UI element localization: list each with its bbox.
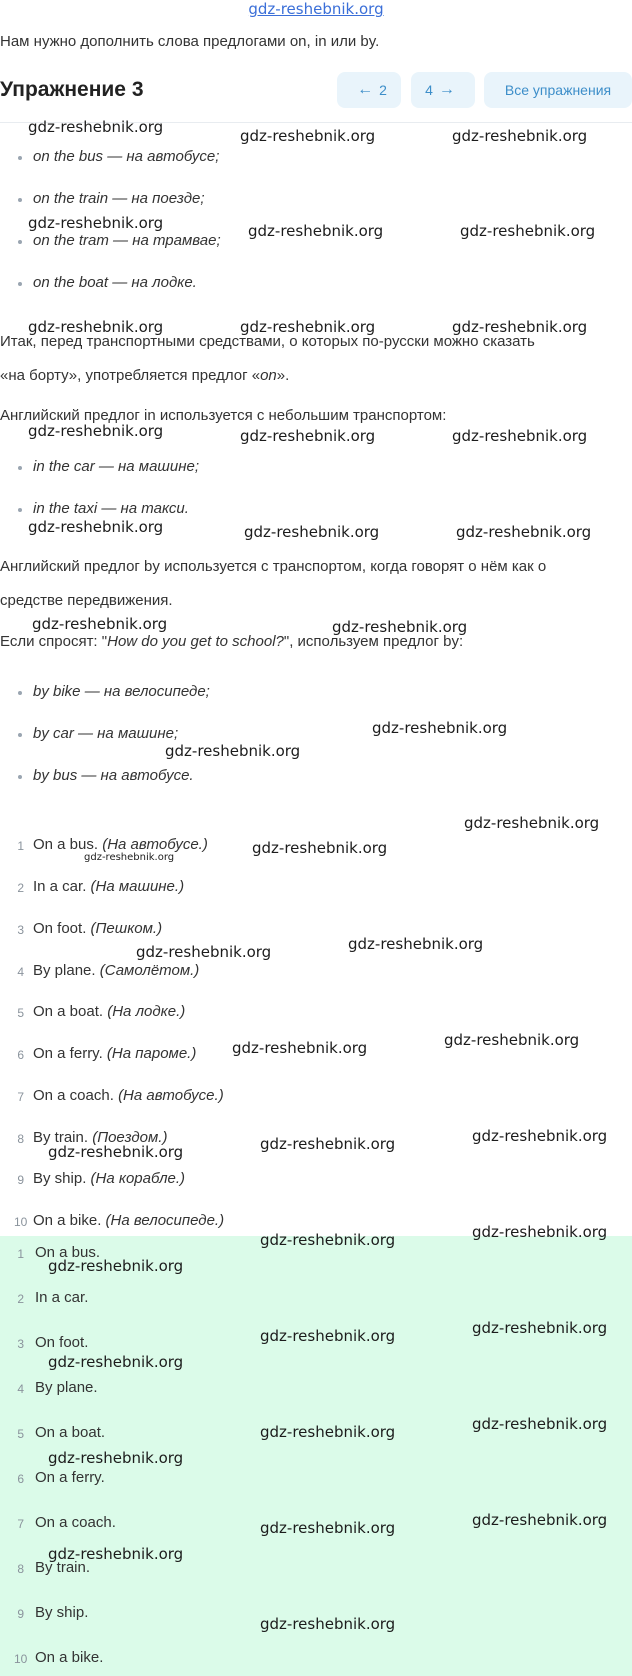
row-number: 9 (17, 1173, 24, 1187)
watermark: gdz-reshebnik.org (472, 1319, 608, 1337)
task-intro: Нам нужно дополнить слова предлогами on, in или by. (0, 33, 380, 50)
watermark: gdz-reshebnik.org (48, 1449, 184, 1467)
watermark: gdz-reshebnik.org (252, 839, 388, 857)
answer-ru: (На пароме.) (106, 1045, 197, 1062)
row-number: 4 (17, 965, 24, 979)
row-number: 7 (17, 1517, 24, 1531)
watermark: gdz-reshebnik.org (48, 1143, 184, 1161)
row-number: 6 (17, 1472, 24, 1486)
watermark: gdz-reshebnik.org (444, 1031, 580, 1049)
watermark: gdz-reshebnik.org (452, 318, 588, 336)
answer-en: In a car. (33, 878, 87, 895)
emphasis: How do you get to school? (107, 633, 284, 650)
row-number: 2 (17, 1292, 24, 1306)
watermark: gdz-reshebnik.org (32, 615, 168, 633)
answer-en: On a bus. (33, 836, 99, 853)
list-item: in the taxi — на такси. (33, 500, 189, 517)
watermark: gdz-reshebnik.org (260, 1615, 396, 1633)
row-number: 8 (17, 1132, 24, 1146)
list-item: on the train — на поезде; (33, 190, 205, 207)
answer-ru: (Самолётом.) (99, 962, 200, 979)
list-item: on the boat — на лодке. (33, 274, 197, 291)
next-exercise-button[interactable] (411, 72, 475, 108)
arrow-right-icon: → (438, 81, 455, 98)
row-number: 1 (17, 1247, 24, 1261)
row-text (33, 1003, 185, 1020)
answer-en: On a bike. (33, 1212, 102, 1229)
watermark: gdz-reshebnik.org (248, 222, 384, 240)
paragraph (0, 367, 289, 384)
watermark: gdz-reshebnik.org (28, 214, 164, 232)
row-text: By train. (35, 1559, 91, 1576)
watermark: gdz-reshebnik.org (48, 1353, 184, 1371)
row-text (33, 1087, 224, 1104)
row-text: On foot. (35, 1334, 89, 1351)
answer-en: On a ferry. (33, 1045, 103, 1062)
watermark: gdz-reshebnik.org (348, 935, 484, 953)
row-text: On a bus. (35, 1244, 101, 1261)
watermark: gdz-reshebnik.org (452, 427, 588, 445)
text-span: Если спросят: " (0, 633, 108, 650)
answer-ru: (Поездом.) (92, 1129, 168, 1146)
next-exercise-label: 4 (425, 82, 433, 98)
watermark: gdz-reshebnik.org (240, 427, 376, 445)
exercise-title: Упражнение 3 (0, 78, 144, 101)
row-text: In a car. (35, 1289, 89, 1306)
paragraph: Английский предлог by используется с транспортом, когда говорят о нём как о (0, 558, 547, 575)
watermark: gdz-reshebnik.org (260, 1231, 396, 1249)
answer-ru: (На велосипеде.) (105, 1212, 225, 1229)
answer-ru: (На корабле.) (90, 1170, 186, 1187)
row-text (33, 920, 162, 937)
row-text (33, 836, 208, 853)
emphasis: on (260, 367, 277, 384)
row-text: On a coach. (35, 1514, 116, 1531)
answer-ru: (На автобусе.) (102, 836, 208, 853)
row-text (33, 1170, 185, 1187)
exercise-header (0, 70, 632, 122)
paragraph: Итак, перед транспортными средствами, о которых по-русски можно сказать (0, 333, 535, 350)
watermark: gdz-reshebnik.org (260, 1327, 396, 1345)
watermark: gdz-reshebnik.org (260, 1423, 396, 1441)
answer-ru: (На лодке.) (107, 1003, 186, 1020)
row-number: 4 (17, 1382, 24, 1396)
answer-en: By ship. (33, 1170, 87, 1187)
answer-ru: (Пешком.) (90, 920, 163, 937)
row-text: By plane. (35, 1379, 98, 1396)
text-span: «на борту», употребляется предлог « (0, 367, 261, 384)
watermark: gdz-reshebnik.org (240, 318, 376, 336)
answer-en: On a coach. (33, 1087, 114, 1104)
watermark: gdz-reshebnik.org (472, 1223, 608, 1241)
paragraph: Английский предлог in используется с небольшим транспортом: (0, 407, 447, 424)
paragraph: средстве передвижения. (0, 592, 173, 609)
watermark: gdz-reshebnik.org (260, 1519, 396, 1537)
row-number: 5 (17, 1006, 24, 1020)
list-item: on the tram — на трамвае; (33, 232, 221, 249)
watermark: gdz-reshebnik.org (232, 1039, 368, 1057)
all-exercises-button[interactable] (484, 72, 632, 108)
watermark: gdz-reshebnik.org (28, 318, 164, 336)
watermark: gdz-reshebnik.org (84, 852, 175, 863)
row-number: 3 (17, 1337, 24, 1351)
watermark: gdz-reshebnik.org (244, 523, 380, 541)
watermark: gdz-reshebnik.org (260, 1135, 396, 1153)
row-number: 10 (14, 1652, 28, 1666)
answer-en: On foot. (33, 920, 87, 937)
row-text (33, 1212, 224, 1229)
list-item: in the car — на машине; (33, 458, 199, 475)
row-text (33, 878, 184, 895)
list-item: on the bus — на автобусе; (33, 148, 220, 165)
watermark: gdz-reshebnik.org (452, 127, 588, 145)
watermark: gdz-reshebnik.org (165, 742, 301, 760)
arrow-left-icon: ← (357, 81, 374, 98)
answer-en: By plane. (33, 962, 96, 979)
row-number: 10 (14, 1215, 28, 1229)
watermark: gdz-reshebnik.org (332, 618, 468, 636)
watermark: gdz-reshebnik.org (28, 518, 164, 536)
prev-exercise-button[interactable] (337, 72, 401, 108)
row-text: By ship. (35, 1604, 89, 1621)
watermark: gdz-reshebnik.org (464, 814, 600, 832)
row-text: On a bike. (35, 1649, 104, 1666)
watermark: gdz-reshebnik.org (472, 1415, 608, 1433)
row-text: On a ferry. (35, 1469, 105, 1486)
row-number: 2 (17, 881, 24, 895)
row-text (33, 1045, 196, 1062)
row-number: 8 (17, 1562, 24, 1576)
answer-ru: (На автобусе.) (118, 1087, 224, 1104)
prev-exercise-label: 2 (379, 82, 387, 98)
row-text (33, 962, 199, 979)
all-exercises-label: Все упражнения (504, 82, 612, 98)
watermark: gdz-reshebnik.org (240, 127, 376, 145)
row-number: 7 (17, 1090, 24, 1104)
watermark: gdz-reshebnik.org (456, 523, 592, 541)
watermark: gdz-reshebnik.org (48, 1545, 184, 1563)
row-number: 3 (17, 923, 24, 937)
row-number: 9 (17, 1607, 24, 1621)
text-span: ». (276, 367, 290, 384)
list-item: by bike — на велосипеде; (33, 683, 210, 700)
watermark: gdz-reshebnik.org (460, 222, 596, 240)
answer-ru: (На машине.) (90, 878, 185, 895)
site-link[interactable]: gdz-reshebnik.org (248, 0, 384, 18)
watermark: gdz-reshebnik.org (372, 719, 508, 737)
watermark: gdz-reshebnik.org (48, 1257, 184, 1275)
row-number: 6 (17, 1048, 24, 1062)
watermark: gdz-reshebnik.org (472, 1127, 608, 1145)
watermark: gdz-reshebnik.org (28, 118, 164, 136)
answer-en: On a boat. (33, 1003, 104, 1020)
row-number: 1 (17, 839, 24, 853)
watermark: gdz-reshebnik.org (136, 943, 272, 961)
row-text: On a boat. (35, 1424, 106, 1441)
list-item: by car — на машине; (33, 725, 179, 742)
list-item: by bus — на автобусе. (33, 767, 194, 784)
text-span: ", используем предлог by: (283, 633, 464, 650)
watermark: gdz-reshebnik.org (472, 1511, 608, 1529)
answer-en: By train. (33, 1129, 89, 1146)
watermark: gdz-reshebnik.org (28, 422, 164, 440)
row-number: 5 (17, 1427, 24, 1441)
